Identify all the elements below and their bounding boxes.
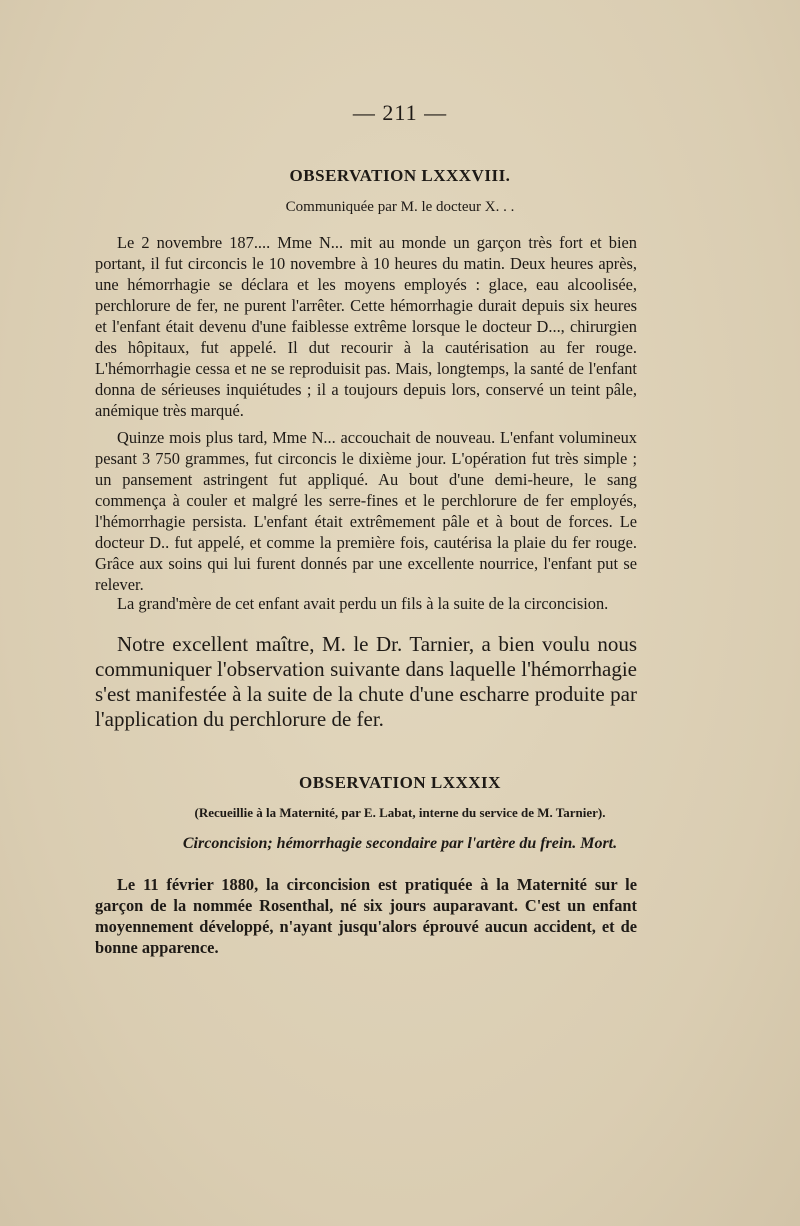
observation-88-communicated-by: Communiquée par M. le docteur X. . .	[285, 199, 515, 215]
observation-88-paragraph-1: Le 2 novembre 187.... Mme N... mit au monde un garçon très fort et bien portant, il fut circoncis le 10 novembre à 10 heures du matin. Deux heures après, une hémorrhagie se déclara et les moyens employés : glace, eau alcoolisée, perchlorure de fer, ne purent l'arrêter. Cette hémorrhagie durait depuis six heures et l'enfant était devenu d'une faiblesse extrême lorsque le docteur D..., chirurgien des hôpitaux, fut appelé. Il dut recourir à la cautérisation au fer rouge. L'hémorrhagie cessa et ne se reproduisit pas. Mais, longtemps, la santé de l'enfant donna de sérieuses inquiétudes ; il a toujours depuis lors, conservé un teint pâle, anémique très marqué.	[95, 233, 637, 420]
observation-89-collected-by: (Recueillie à la Maternité, par E. Labat, interne du service de M. Tarnier).	[194, 805, 606, 820]
observation-88-paragraph-2: Quinze mois plus tard, Mme N... accouchait de nouveau. L'enfant volumineux pesant 3 750 grammes, fut circoncis le dixième jour. L'opération fut très simple ; un pansement astringent fut appliqué. Au bout d'une demi-heure, le sang commença à couler et malgré les serre-fines et le perchlorure de fer employés, l'hémorrhagie persista. L'enfant était extrêmement pâle et à bout de forces. Le docteur D.. fut appelé, et comme la première fois, cautérisa la plaie du fer rouge. Grâce aux soins qui lui furent donnés par une excellente nourrice, l'enfant put se relever.	[95, 428, 637, 594]
intro-paragraph: Notre excellent maître, M. le Dr. Tarnier, a bien voulu nous communiquer l'observation suivante dans laquelle l'hémorrhagie s'est manifestée à la suite de la chute d'une escharre produite par l'application du perchlorure de fer.	[95, 632, 637, 731]
observation-88-paragraph-3: La grand'mère de cet enfant avait perdu un fils à la suite de la circoncision.	[117, 594, 609, 613]
page-number: — 211 —	[352, 100, 448, 125]
observation-89-title: OBSERVATION LXXXIX	[299, 773, 501, 792]
observation-89-subtitle: Circoncision; hémorrhagie secondaire par l'artère du frein. Mort.	[182, 835, 618, 852]
observation-89-paragraph-1: Le 11 février 1880, la circoncision est pratiquée à la Maternité sur le garçon de la nommée Rosenthal, né six jours auparavant. C'est un enfant moyennement développé, n'ayant jusqu'alors éprouvé aucun accident, et de bonne apparence.	[95, 875, 637, 957]
observation-88-title: OBSERVATION LXXXVIII.	[289, 166, 511, 185]
